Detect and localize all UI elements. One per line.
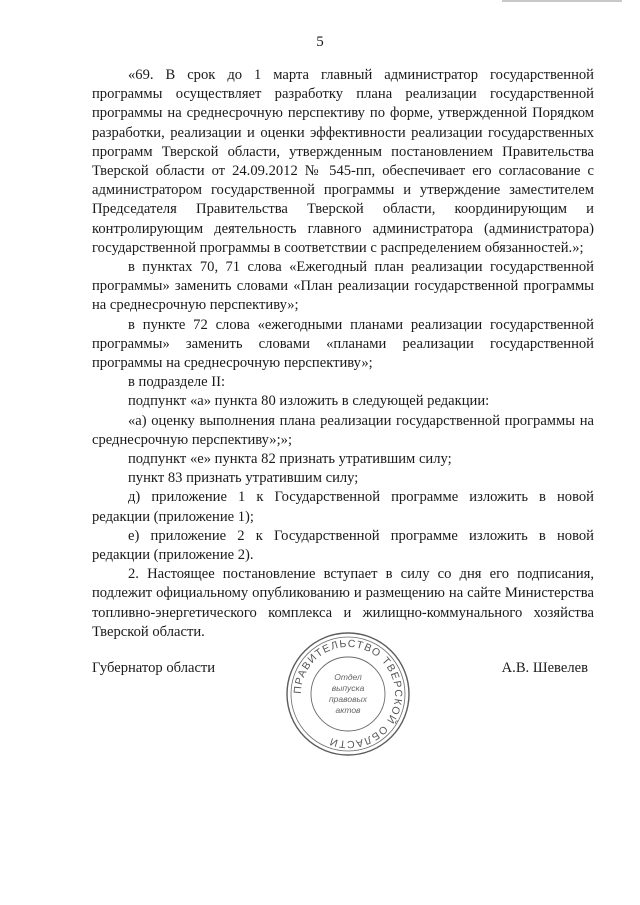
scan-corner-mark: [502, 0, 622, 2]
seal-center-line-2: выпуска: [331, 683, 365, 693]
paragraph-appendix-1: д) приложение 1 к Государственной программе изложить в новой редакции (приложение 1);: [92, 489, 594, 525]
paragraph-69: «69. В срок до 1 марта главный администратор государственной программы осуществляет разработку плана реализации государственной программы на среднесрочную перспективу по форме, утвержденной Порядком разработки, реализации и оценки эффективности реализации государственных программ Тверской области, утвержденным постановлением Правительства Тверской области от 24.09.2012 № 545-пп, обеспечивает его согласование с администратором государственной программы и утверждение заместителем Председателя Правительства Тверской области, координирующим и контролирующим деятельность главного администратора (администратора) государственной программы в соответствии с распределением обязанностей.»;: [92, 67, 594, 256]
paragraph-effective-date: 2. Настоящее постановление вступает в силу со дня его подписания, подлежит официальному опубликованию и размещению на сайте Министерства топливно-энергетического комплекса и жилищно-коммунального хозяйства Тверской области.: [92, 566, 594, 640]
paragraph-a-new-text: «а) оценку выполнения плана реализации государственной программы на среднесрочную перспективу»;»;: [92, 412, 594, 448]
seal-center-line-4: актов: [335, 705, 361, 715]
seal-center-line-1: Отдел: [334, 672, 362, 682]
seal-ring-text: ПРАВИТЕЛЬСТВО ТВЕРСКОЙ ОБЛАСТИ: [291, 637, 405, 751]
paragraph-point-83: пункт 83 признать утратившим силу;: [128, 470, 359, 487]
signatory-name: А.В. Шевелев: [501, 660, 588, 676]
signatory-title: Губернатор области: [92, 660, 216, 676]
paragraph-subpoint-a-80: подпункт «а» пункта 80 изложить в следующей редакции:: [128, 393, 490, 410]
paragraph-points-70-71: в пунктах 70, 71 слова «Ежегодный план реализации государственной программы» заменить словами «План реализации государственной программы на среднесрочную перспективу»;: [92, 259, 594, 314]
paragraph-appendix-2: е) приложение 2 к Государственной программе изложить в новой редакции (приложение 2).: [92, 527, 594, 564]
paragraph-subsection-2: в подразделе II:: [128, 374, 226, 391]
seal-center-line-3: правовых: [328, 694, 368, 704]
document-body: [92, 66, 594, 642]
paragraph-subpoint-e-82: подпункт «е» пункта 82 признать утратившим силу;: [128, 451, 452, 468]
paragraph-point-72: в пункте 72 слова «ежегодными планами реализации государственной программы» заменить словами «планами реализации государственной программы на среднесрочную перспективу»;: [92, 316, 594, 372]
page-number: 5: [316, 34, 324, 50]
official-seal-stamp: [284, 630, 412, 758]
